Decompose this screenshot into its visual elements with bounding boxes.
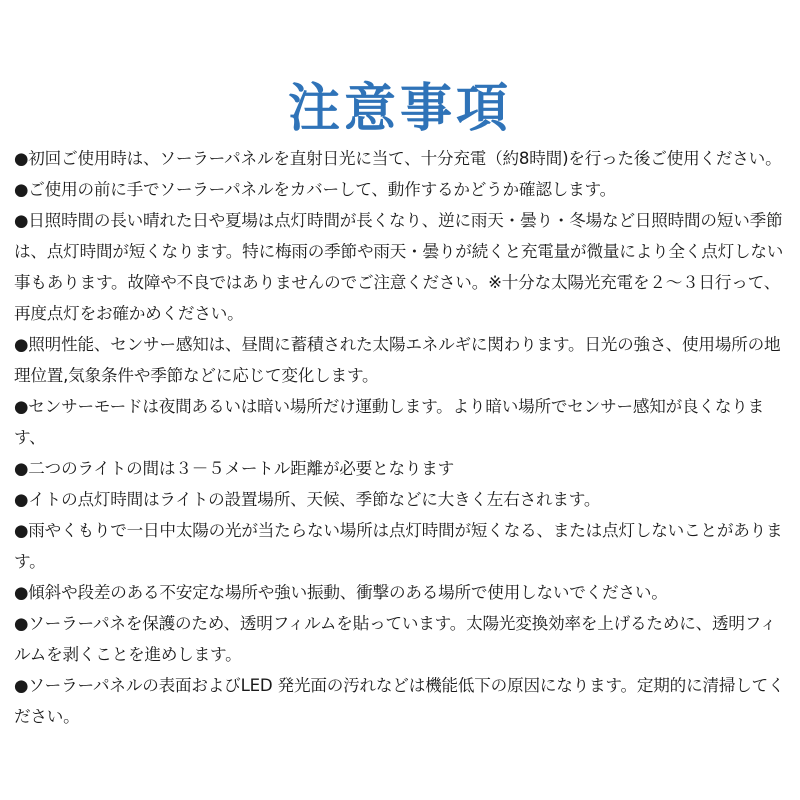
note-text: ソーラーパネを保護のため、透明フィルムを貼っています。太陽光変換効率を上げるために、透明フィルムを剥くことを進めします。: [14, 614, 777, 664]
bullet-icon: ●: [14, 211, 29, 230]
note-text: イトの点灯時間はライトの設置場所、天候、季節などに大きく左右されます。: [28, 490, 601, 509]
note-item: [14, 608, 792, 670]
note-item: [14, 329, 792, 391]
bullet-icon: ●: [14, 521, 29, 540]
note-item: [14, 453, 792, 484]
note-text: 雨やくもりで一日中太陽の光が当たらない場所は点灯時間が短くなる、または点灯しないことがあります。: [14, 521, 783, 571]
note-item: [14, 577, 792, 608]
note-text: ソーラーパネルの表面およびLED 発光面の汚れなどは機能低下の原因になります。定期的に清掃してください。: [14, 676, 785, 726]
note-text: 照明性能、センサー感知は、昼間に蓄積された太陽エネルギに関わります。日光の強さ、使用場所の地理位置,気象条件や季節などに応じて変化します。: [14, 335, 781, 385]
page-title: 注意事項: [287, 77, 512, 139]
bullet-icon: ●: [14, 335, 29, 354]
bullet-icon: ●: [14, 397, 29, 416]
note-item: [14, 515, 792, 577]
note-text: 傾斜や段差のある不安定な場所や強い振動、衝撃のある場所で使用しないでください。: [28, 583, 668, 602]
bullet-icon: ●: [14, 490, 29, 509]
note-text: 二つのライトの間は３－５メートル距離が必要となります: [28, 459, 455, 478]
note-text: 日照時間の長い晴れた日や夏場は点灯時間が長くなり、逆に雨天・曇り・冬場など日照時間の短い季節は、点灯時間が短くなります。特に梅雨の季節や雨天・曇りが続くと充電量が微量により全く点灯しない事もあります。故障や不良ではありませんのでご注意ください。※十分な太陽光充電を２～３日行って、再度点灯をお確かめください。: [14, 211, 784, 323]
bullet-icon: ●: [14, 614, 29, 633]
bullet-icon: ●: [14, 676, 29, 695]
bullet-icon: ●: [14, 149, 29, 168]
notes-list: [14, 143, 792, 732]
note-text: センサーモードは夜間あるいは暗い場所だけ運動します。より暗い場所でセンサー感知が良くなります、: [14, 397, 765, 447]
note-text: 初回ご使用時は、ソーラーパネルを直射日光に当て、十分充電（約8時間)を行った後ご使用ください。: [28, 149, 782, 168]
note-item: [14, 484, 792, 515]
note-text: ご使用の前に手でソーラーパネルをカバーして、動作するかどうか確認します。: [28, 180, 616, 199]
bullet-icon: ●: [14, 583, 29, 602]
note-item: [14, 174, 792, 205]
note-item: [14, 143, 792, 174]
note-item: [14, 670, 792, 732]
bullet-icon: ●: [14, 459, 29, 478]
note-item: [14, 205, 792, 329]
note-item: [14, 391, 792, 453]
bullet-icon: ●: [14, 180, 29, 199]
